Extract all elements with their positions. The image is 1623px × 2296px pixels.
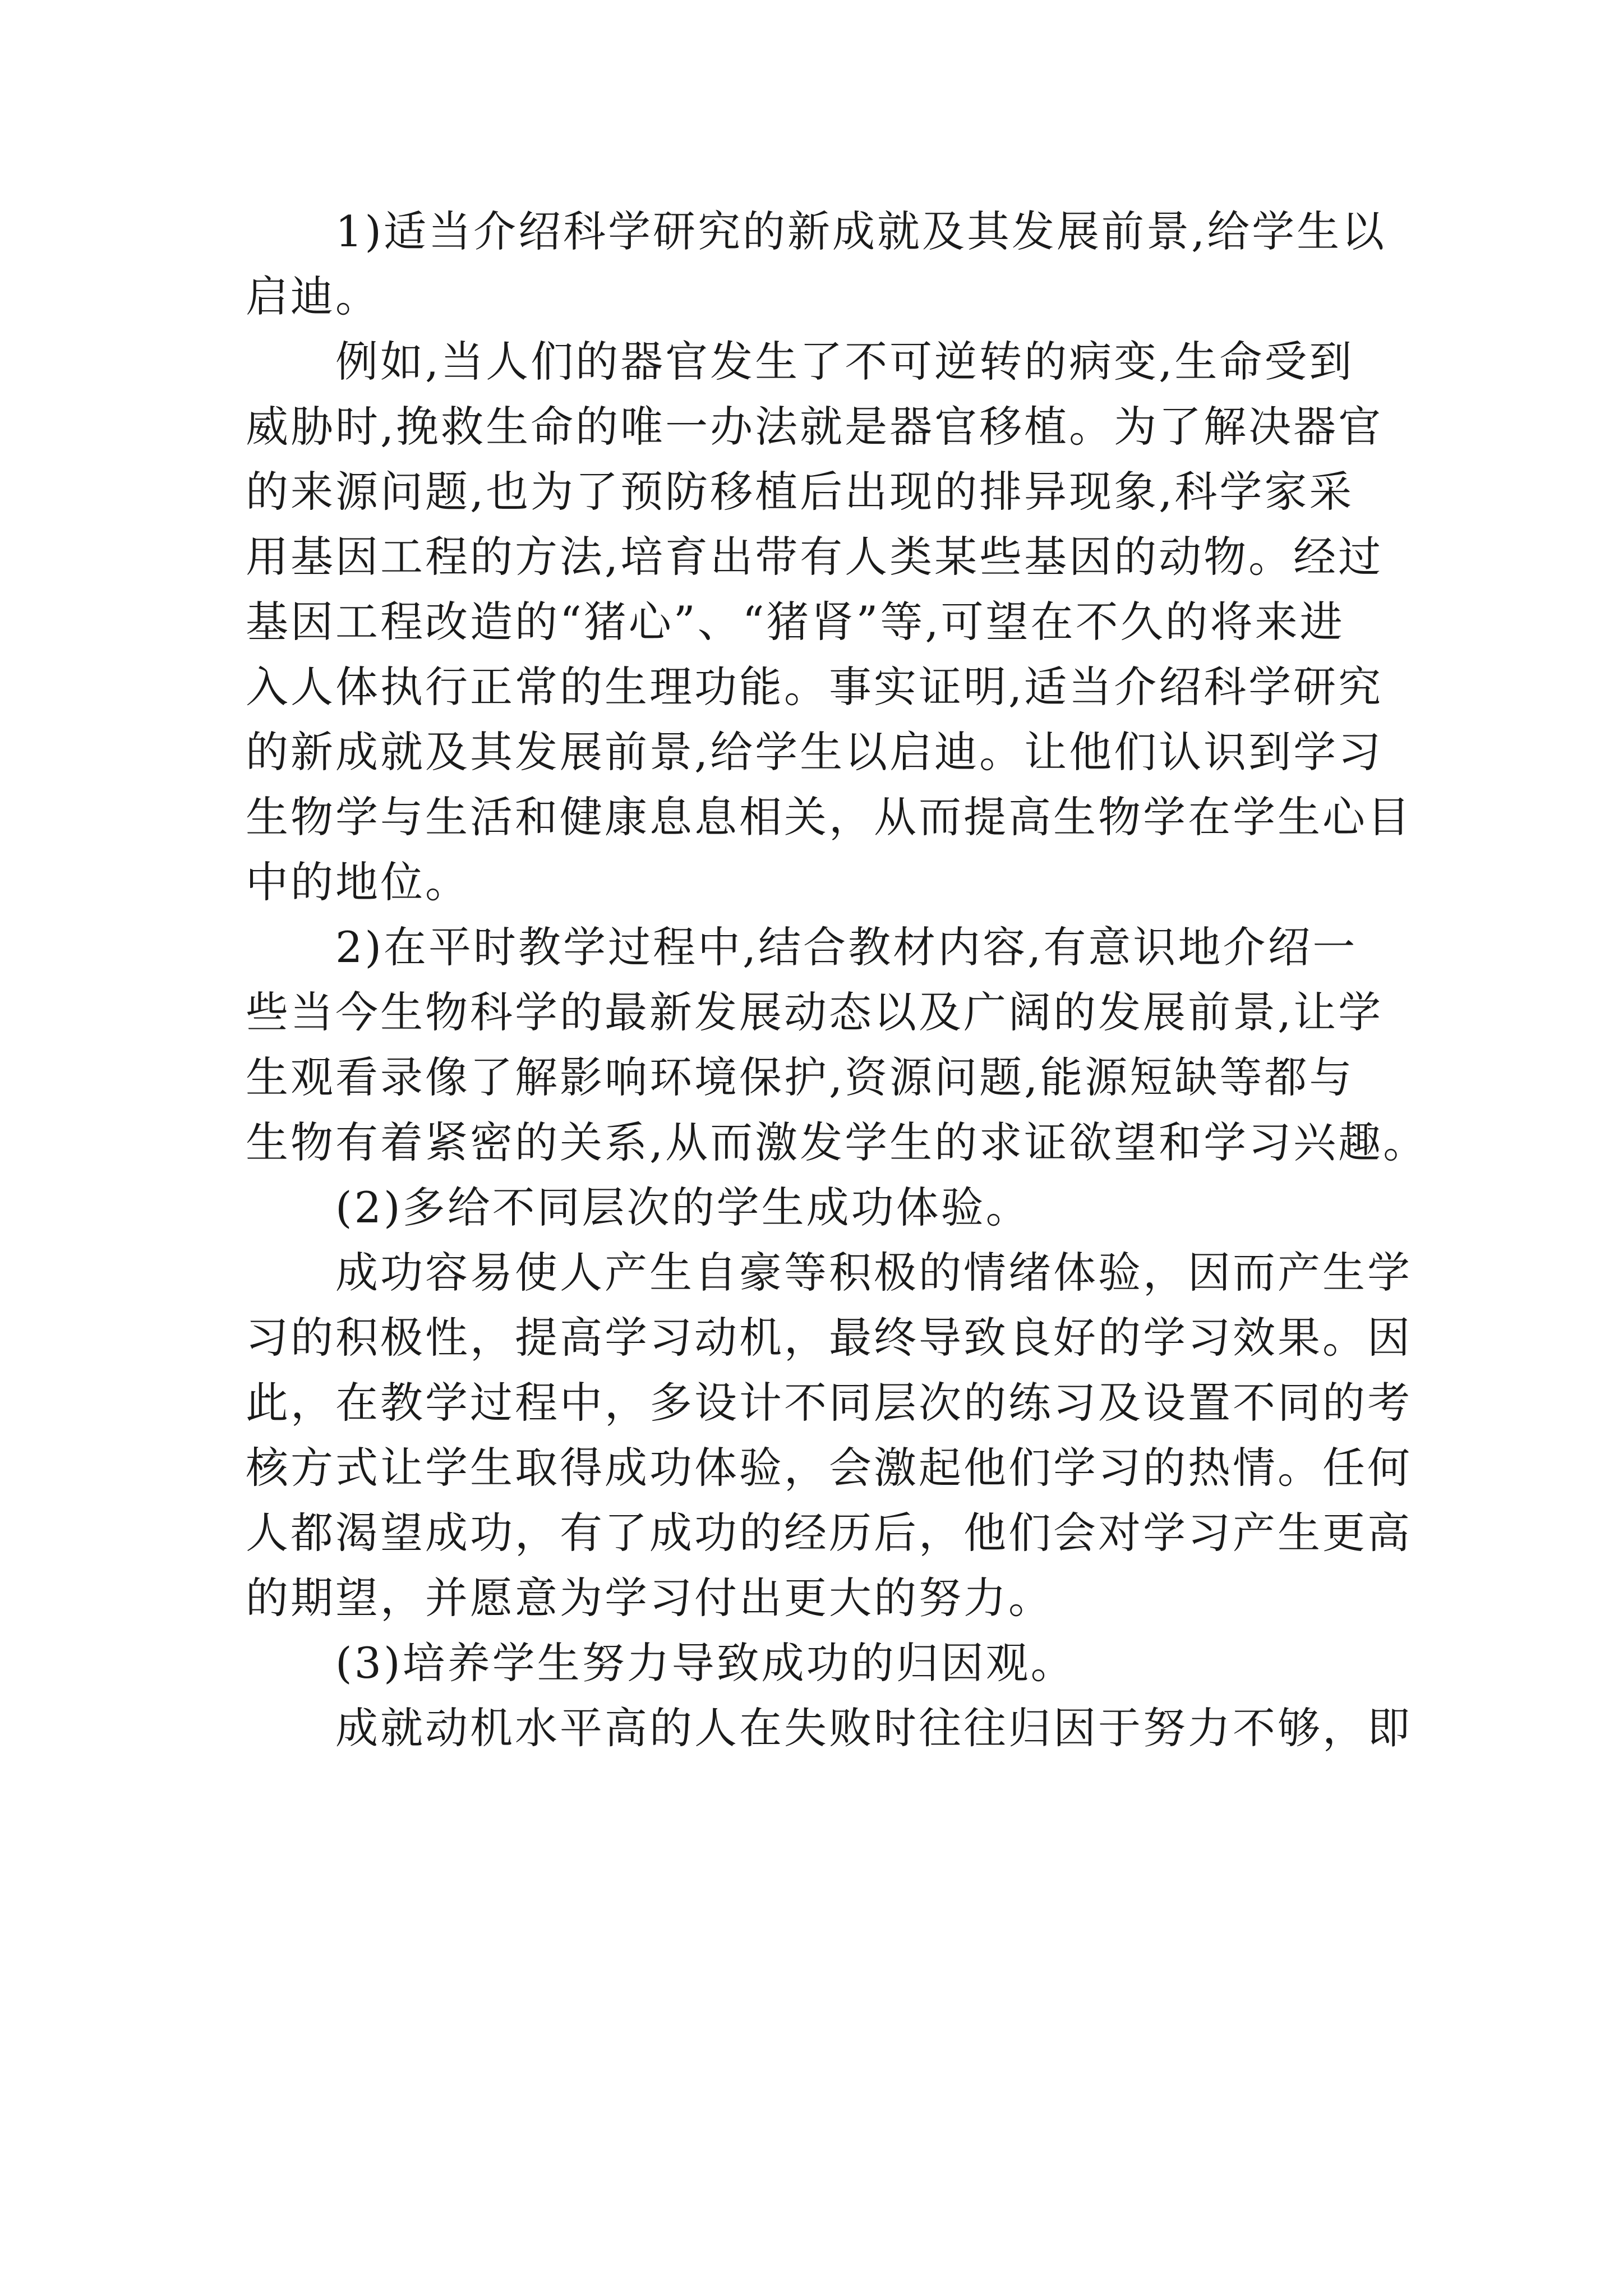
text-line: (3)培养学生努力导致成功的归因观。 [335,1638,1076,1688]
text-line: 威胁时,挽救生命的唯一办法就是器官移植。为了解决器官 [246,402,1384,452]
text-line: 生观看录像了解影响环境保护,资源问题,能源短缺等都与 [246,1052,1354,1102]
text-line: 核方式让学生取得成功体验，会激起他们学习的热情。任何 [246,1443,1412,1493]
text-line: 此，在教学过程中，多设计不同层次的练习及设置不同的考 [246,1378,1412,1428]
text-line: 生物学与生活和健康息息相关，从而提高生物学在学生心目 [246,792,1412,842]
text-line: 启迪。 [246,272,380,321]
text-line: 人都渴望成功，有了成功的经历后，他们会对学习产生更高 [246,1508,1412,1558]
text-line: 生物有着紧密的关系,从而激发学生的求证欲望和学习兴趣。 [246,1117,1428,1167]
text-line: 成功容易使人产生自豪等积极的情绪体验，因而产生学 [335,1248,1412,1297]
text-line: 的新成就及其发展前景,给学生以启迪。让他们认识到学习 [246,727,1384,777]
text-line: 的来源问题,也为了预防移植后出现的排异现象,科学家采 [246,467,1354,517]
text-line: 成就动机水平高的人在失败时往往归因于努力不够，即 [335,1703,1412,1753]
text-line: 中的地位。 [246,857,470,907]
text-line: 的期望，并愿意为学习付出更大的努力。 [246,1573,1053,1623]
text-line: 例如,当人们的器官发生了不可逆转的病变,生命受到 [335,337,1354,386]
text-line: 1)适当介绍科学研究的新成就及其发展前景,给学生以 [335,206,1387,256]
text-line: 用基因工程的方法,培育出带有人类某些基因的动物。经过 [246,532,1384,582]
text-line: (2)多给不同层次的学生成功体验。 [335,1182,1031,1232]
text-line: 些当今生物科学的最新发展动态以及广阔的发展前景,让学 [246,987,1384,1037]
text-line: 入人体执行正常的生理功能。事实证明,适当介绍科学研究 [246,662,1384,712]
text-line: 习的积极性，提高学习动机，最终导致良好的学习效果。因 [246,1313,1412,1363]
document-body [246,199,1428,1761]
text-line: 基因工程改造的“猪心”、“猪肾”等,可望在不久的将来进 [246,597,1345,647]
text-line: 2)在平时教学过程中,结合教材内容,有意识地介绍一 [335,922,1358,972]
